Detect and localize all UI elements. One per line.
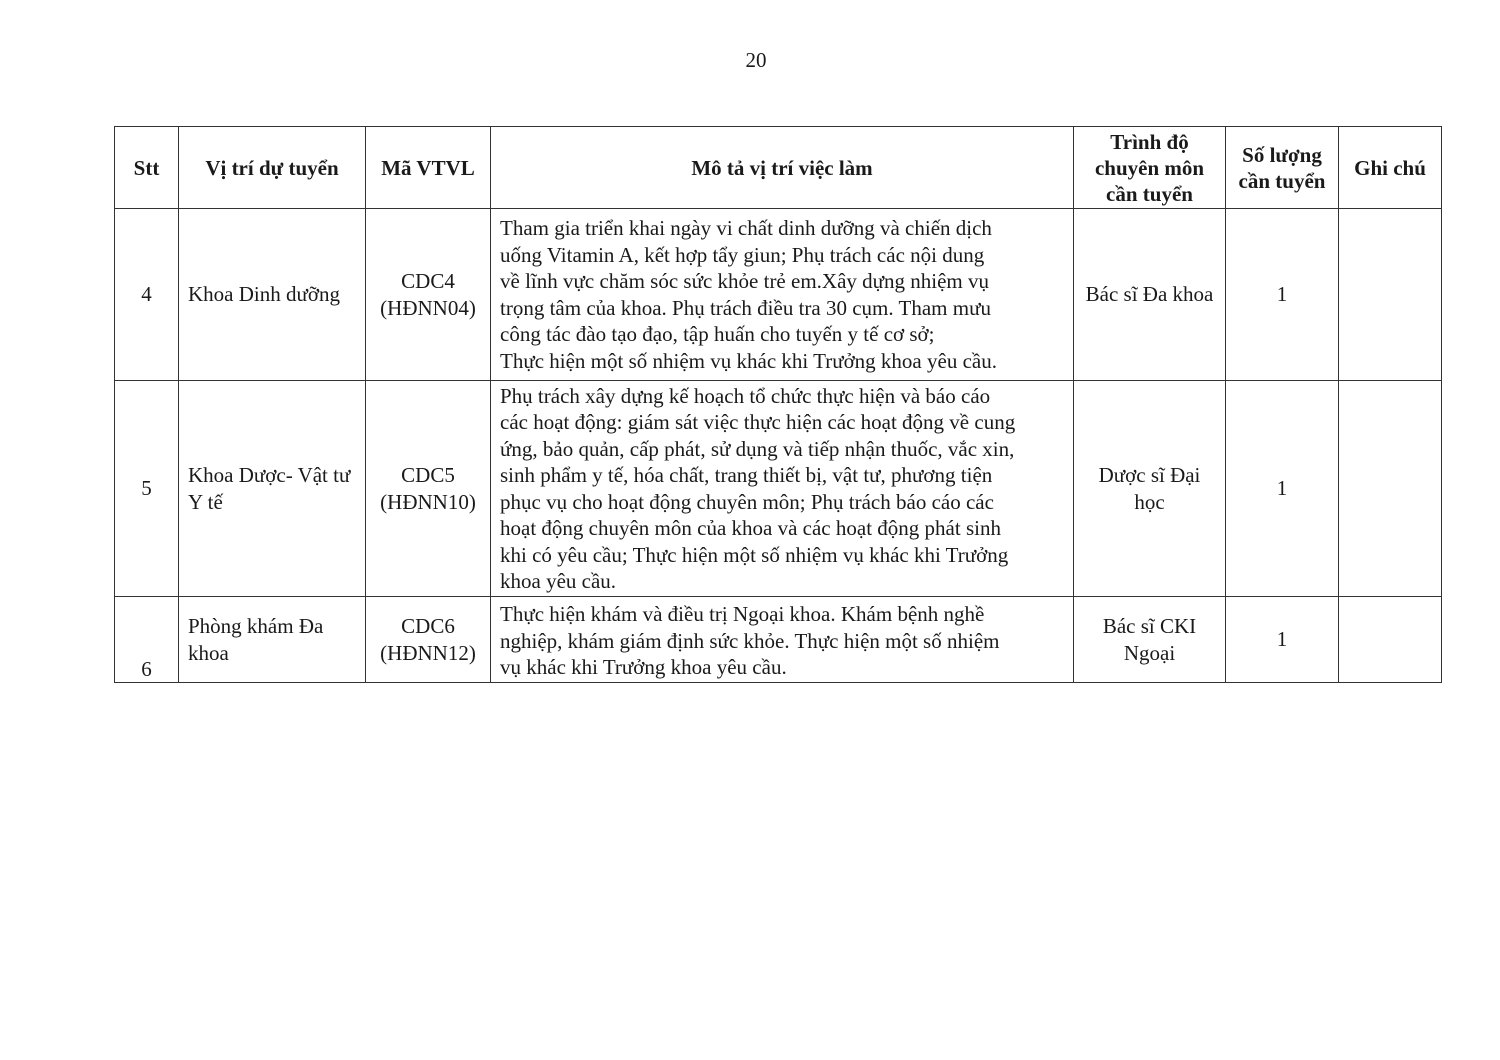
qualification-cell: Bác sĩ Đa khoa — [1074, 209, 1226, 381]
quantity-cell: 1 — [1226, 209, 1339, 381]
table-header-row — [115, 127, 1442, 209]
header-note: Ghi chú — [1339, 127, 1442, 209]
header-position: Vị trí dự tuyển — [179, 127, 366, 209]
header-qualification: Trình độ chuyên môn cần tuyển — [1074, 127, 1226, 209]
qualification-cell: Dược sĩ Đại học — [1074, 381, 1226, 597]
description-line: Thực hiện khám và điều trị Ngoại khoa. Khám bệnh nghề — [500, 602, 985, 626]
note-cell — [1339, 381, 1442, 597]
description-line: khi có yêu cầu; Thực hiện một số nhiệm vụ khác khi Trưởng — [500, 542, 1009, 567]
header-stt: Stt — [115, 127, 179, 209]
quantity-cell: 1 — [1226, 597, 1339, 683]
description-line: vụ khác khi Trưởng khoa yêu cầu. — [500, 655, 787, 679]
description-cell — [491, 597, 1074, 683]
note-cell — [1339, 209, 1442, 381]
description-line: nghiệp, khám giám định sức khỏe. Thực hiện một số nhiệm — [500, 628, 1000, 653]
stt-cell: 6 — [115, 597, 179, 683]
stt-cell: 5 — [115, 381, 179, 597]
description-line: sinh phẩm y tế, hóa chất, trang thiết bị, vật tư, phương tiện — [500, 463, 993, 487]
description-line: công tác đào tạo đạo, tập huấn cho tuyến y tế cơ sở; — [500, 322, 935, 346]
table-row — [115, 209, 1442, 381]
description-cell — [491, 209, 1074, 381]
position-cell: Khoa Dược- Vật tư Y tế — [179, 381, 366, 597]
position-cell: Phòng khám Đa khoa — [179, 597, 366, 683]
description-line: trọng tâm của khoa. Phụ trách điều tra 30 cụm. Tham mưu — [500, 295, 991, 320]
position-cell: Khoa Dinh dưỡng — [179, 209, 366, 381]
description-line: uống Vitamin A, kết hợp tẩy giun; Phụ trách các nội dung — [500, 242, 985, 267]
description-cell — [491, 381, 1074, 597]
recruitment-table — [114, 126, 1442, 683]
description-line: hoạt động chuyên môn của khoa và các hoạt động phát sinh — [500, 516, 1001, 540]
description-line: phục vụ cho hoạt động chuyên môn; Phụ trách báo cáo các — [500, 489, 994, 514]
note-cell — [1339, 597, 1442, 683]
description-line: Phụ trách xây dựng kế hoạch tổ chức thực hiện và báo cáo — [500, 383, 991, 408]
description-line: ứng, bảo quản, cấp phát, sử dụng và tiếp nhận thuốc, vắc xin, — [500, 436, 1015, 461]
header-quantity: Số lượng cần tuyển — [1226, 127, 1339, 209]
table-row — [115, 381, 1442, 597]
description-line: khoa yêu cầu. — [500, 569, 617, 593]
description-line: Thực hiện một số nhiệm vụ khác khi Trưởng khoa yêu cầu. — [500, 348, 997, 373]
code-cell: CDC4 (HĐNN04) — [366, 209, 491, 381]
description-line: về lĩnh vực chăm sóc sức khỏe trẻ em.Xây dựng nhiệm vụ — [500, 269, 990, 293]
quantity-cell: 1 — [1226, 381, 1339, 597]
code-cell: CDC6 (HĐNN12) — [366, 597, 491, 683]
page-number: 20 — [745, 48, 767, 72]
qualification-cell: Bác sĩ CKI Ngoại — [1074, 597, 1226, 683]
header-code: Mã VTVL — [366, 127, 491, 209]
description-line: các hoạt động: giám sát việc thực hiện các hoạt động về cung — [500, 410, 1016, 434]
header-description: Mô tả vị trí việc làm — [491, 127, 1074, 209]
code-cell: CDC5 (HĐNN10) — [366, 381, 491, 597]
stt-cell: 4 — [115, 209, 179, 381]
description-line: Tham gia triển khai ngày vi chất dinh dưỡng và chiến dịch — [500, 216, 992, 240]
table-row — [115, 597, 1442, 683]
